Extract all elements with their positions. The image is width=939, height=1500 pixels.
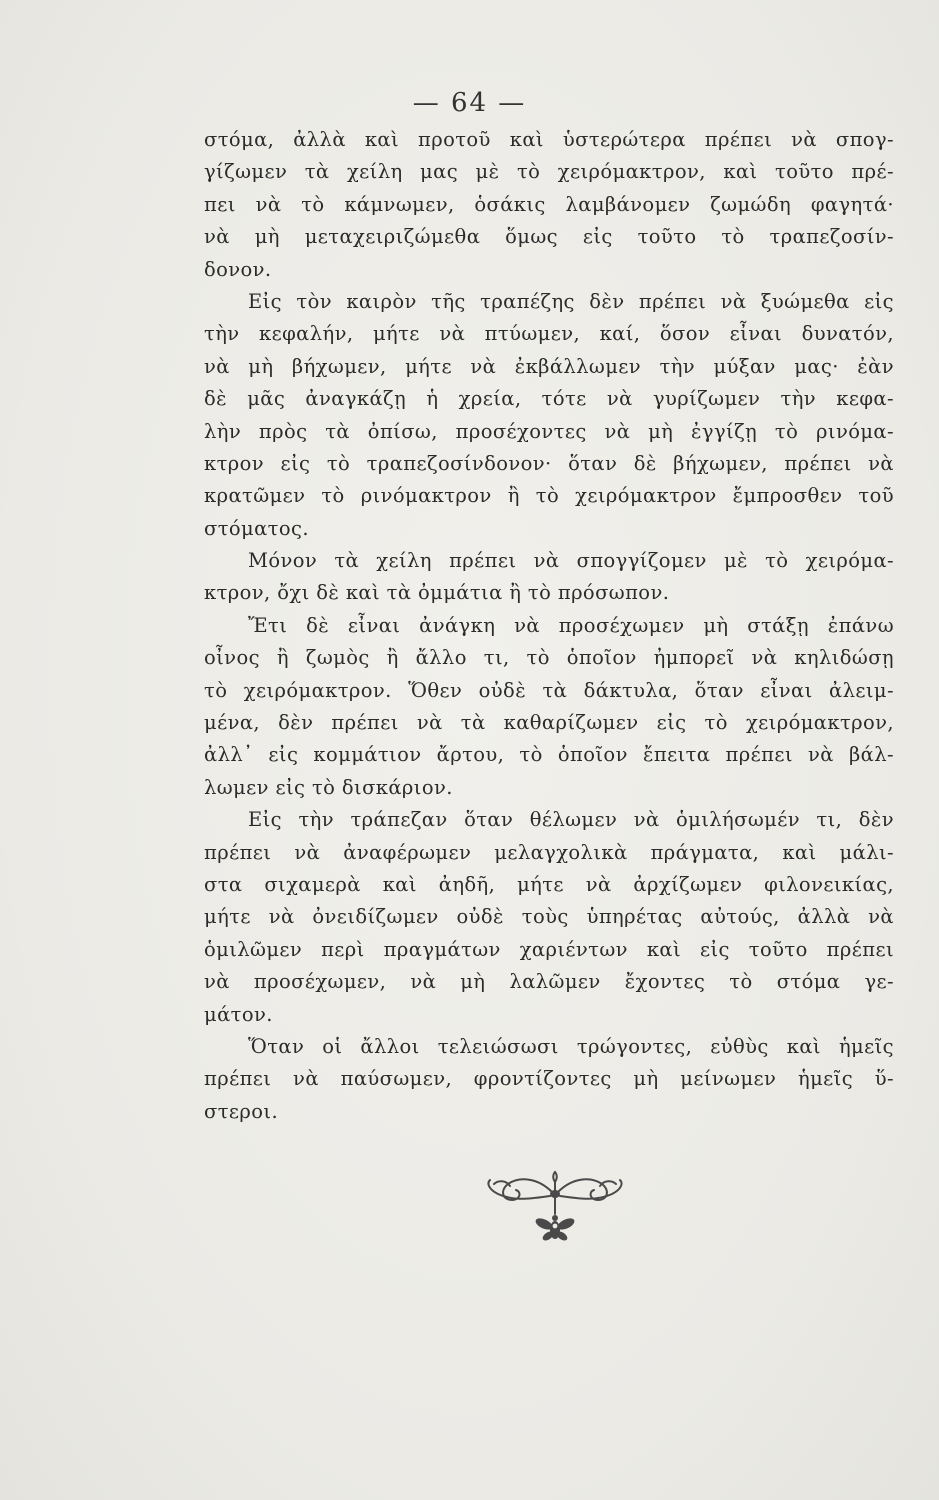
text-line: μένα, δὲν πρέπει νὰ τὰ καθαρίζωμεν εἰς τὸ χειρόμακτρον,	[204, 711, 894, 735]
text-line: νὰ μὴ μεταχειριζώμεθα ὅμως εἰς τοῦτο τὸ τραπεζοσίν-	[204, 225, 894, 249]
page-number: — 64 —	[412, 88, 527, 118]
text-line: δονον.	[204, 257, 272, 281]
text-line: στα σιχαμερὰ καὶ ἀηδῆ, μήτε νὰ ἀρχίζωμεν φιλονεικίας,	[204, 872, 894, 896]
text-line: Μόνον τὰ χείλη πρέπει νὰ σπογγίζομεν μὲ τὸ χειρόμα-	[248, 549, 894, 573]
text-line: οἶνος ἢ ζωμὸς ἢ ἄλλο τι, τὸ ὁποῖον ἠμπορεῖ νὰ κηλιδώσῃ	[204, 646, 894, 670]
text-line: πει νὰ τὸ κάμνωμεν, ὁσάκις λαμβάνομεν ζωμώδη φαγητά·	[204, 192, 894, 216]
text-line: δὲ μᾶς ἀναγκάζῃ ἡ χρεία, τότε νὰ γυρίζωμεν τὴν κεφα-	[204, 387, 894, 411]
text-line: Εἰς τὸν καιρὸν τῆς τραπέζης δὲν πρέπει νὰ ξυώμεθα εἰς	[248, 289, 894, 313]
text-line: τὸ χειρόμακτρον. Ὅθεν οὐδὲ τὰ δάκτυλα, ὅταν εἶναι ἀλειμ-	[204, 678, 894, 702]
text-line: ὁμιλῶμεν περὶ πραγμάτων χαριέντων καὶ εἰς τοῦτο πρέπει	[204, 937, 894, 961]
text-line: νὰ προσέχωμεν, νὰ μὴ λαλῶμεν ἔχοντες τὸ στόμα γε-	[204, 970, 894, 994]
text-line: ἀλλ᾽ εἰς κομμάτιον ἄρτου, τὸ ὁποῖον ἔπειτα πρέπει νὰ βάλ-	[204, 743, 894, 767]
text-line: στόμα, ἀλλὰ καὶ προτοῦ καὶ ὑστερώτερα πρέπει νὰ σπογ-	[204, 128, 894, 151]
text-line: κρατῶμεν τὸ ρινόμακτρον ἢ τὸ χειρόμακτρον ἔμπροσθεν τοῦ	[204, 484, 894, 508]
text-line: πρέπει νὰ ἀναφέρωμεν μελαγχολικὰ πράγματα, καὶ μάλι-	[204, 840, 894, 864]
text-line: μάτον.	[204, 1002, 273, 1026]
text-line: νὰ μὴ βήχωμεν, μήτε νὰ ἐκβάλλωμεν τὴν μύξαν μας· ἐὰν	[204, 354, 894, 378]
body-text	[204, 124, 894, 1128]
text-line: πρέπει νὰ παύσωμεν, φροντίζοντες μὴ μείνωμεν ἡμεῖς ὕ-	[204, 1067, 894, 1091]
text-line: στόματος.	[204, 516, 309, 540]
text-line: Ἔτι δὲ εἶναι ἀνάγκη νὰ προσέχωμεν μὴ στάξῃ ἐπάνω	[248, 613, 894, 637]
text-line: κτρον εἰς τὸ τραπεζοσίνδονον· ὅταν δὲ βήχωμεν, πρέπει νὰ	[204, 451, 894, 475]
text-line: λὴν πρὸς τὰ ὀπίσω, προσέχοντες νὰ μὴ ἐγγίζῃ τὸ ρινόμα-	[204, 419, 894, 443]
text-line: γίζωμεν τὰ χείλη μας μὲ τὸ χειρόμακτρον, καὶ τοῦτο πρέ-	[204, 160, 894, 184]
text-line: μήτε νὰ ὀνειδίζωμεν οὐδὲ τοὺς ὑπηρέτας αὐτούς, ἀλλὰ νὰ	[204, 905, 894, 929]
text-line: κτρον, ὄχι δὲ καὶ τὰ ὀμμάτια ἢ τὸ πρόσωπον.	[204, 581, 670, 605]
text-line: στεροι.	[204, 1099, 279, 1123]
text-line: Εἰς τὴν τράπεζαν ὅταν θέλωμεν νὰ ὁμιλήσωμέν τι, δὲν	[248, 808, 894, 832]
text-line: Ὅταν οἱ ἄλλοι τελειώσωσι τρώγοντες, εὐθὺς καὶ ἡμεῖς	[248, 1034, 894, 1058]
text-line: λωμεν εἰς τὸ δισκάριον.	[204, 775, 453, 799]
text-line: τὴν κεφαλήν, μήτε νὰ πτύωμεν, καί, ὅσον εἶναι δυνατόν,	[204, 322, 894, 346]
floral-ornament-icon	[480, 1168, 630, 1256]
